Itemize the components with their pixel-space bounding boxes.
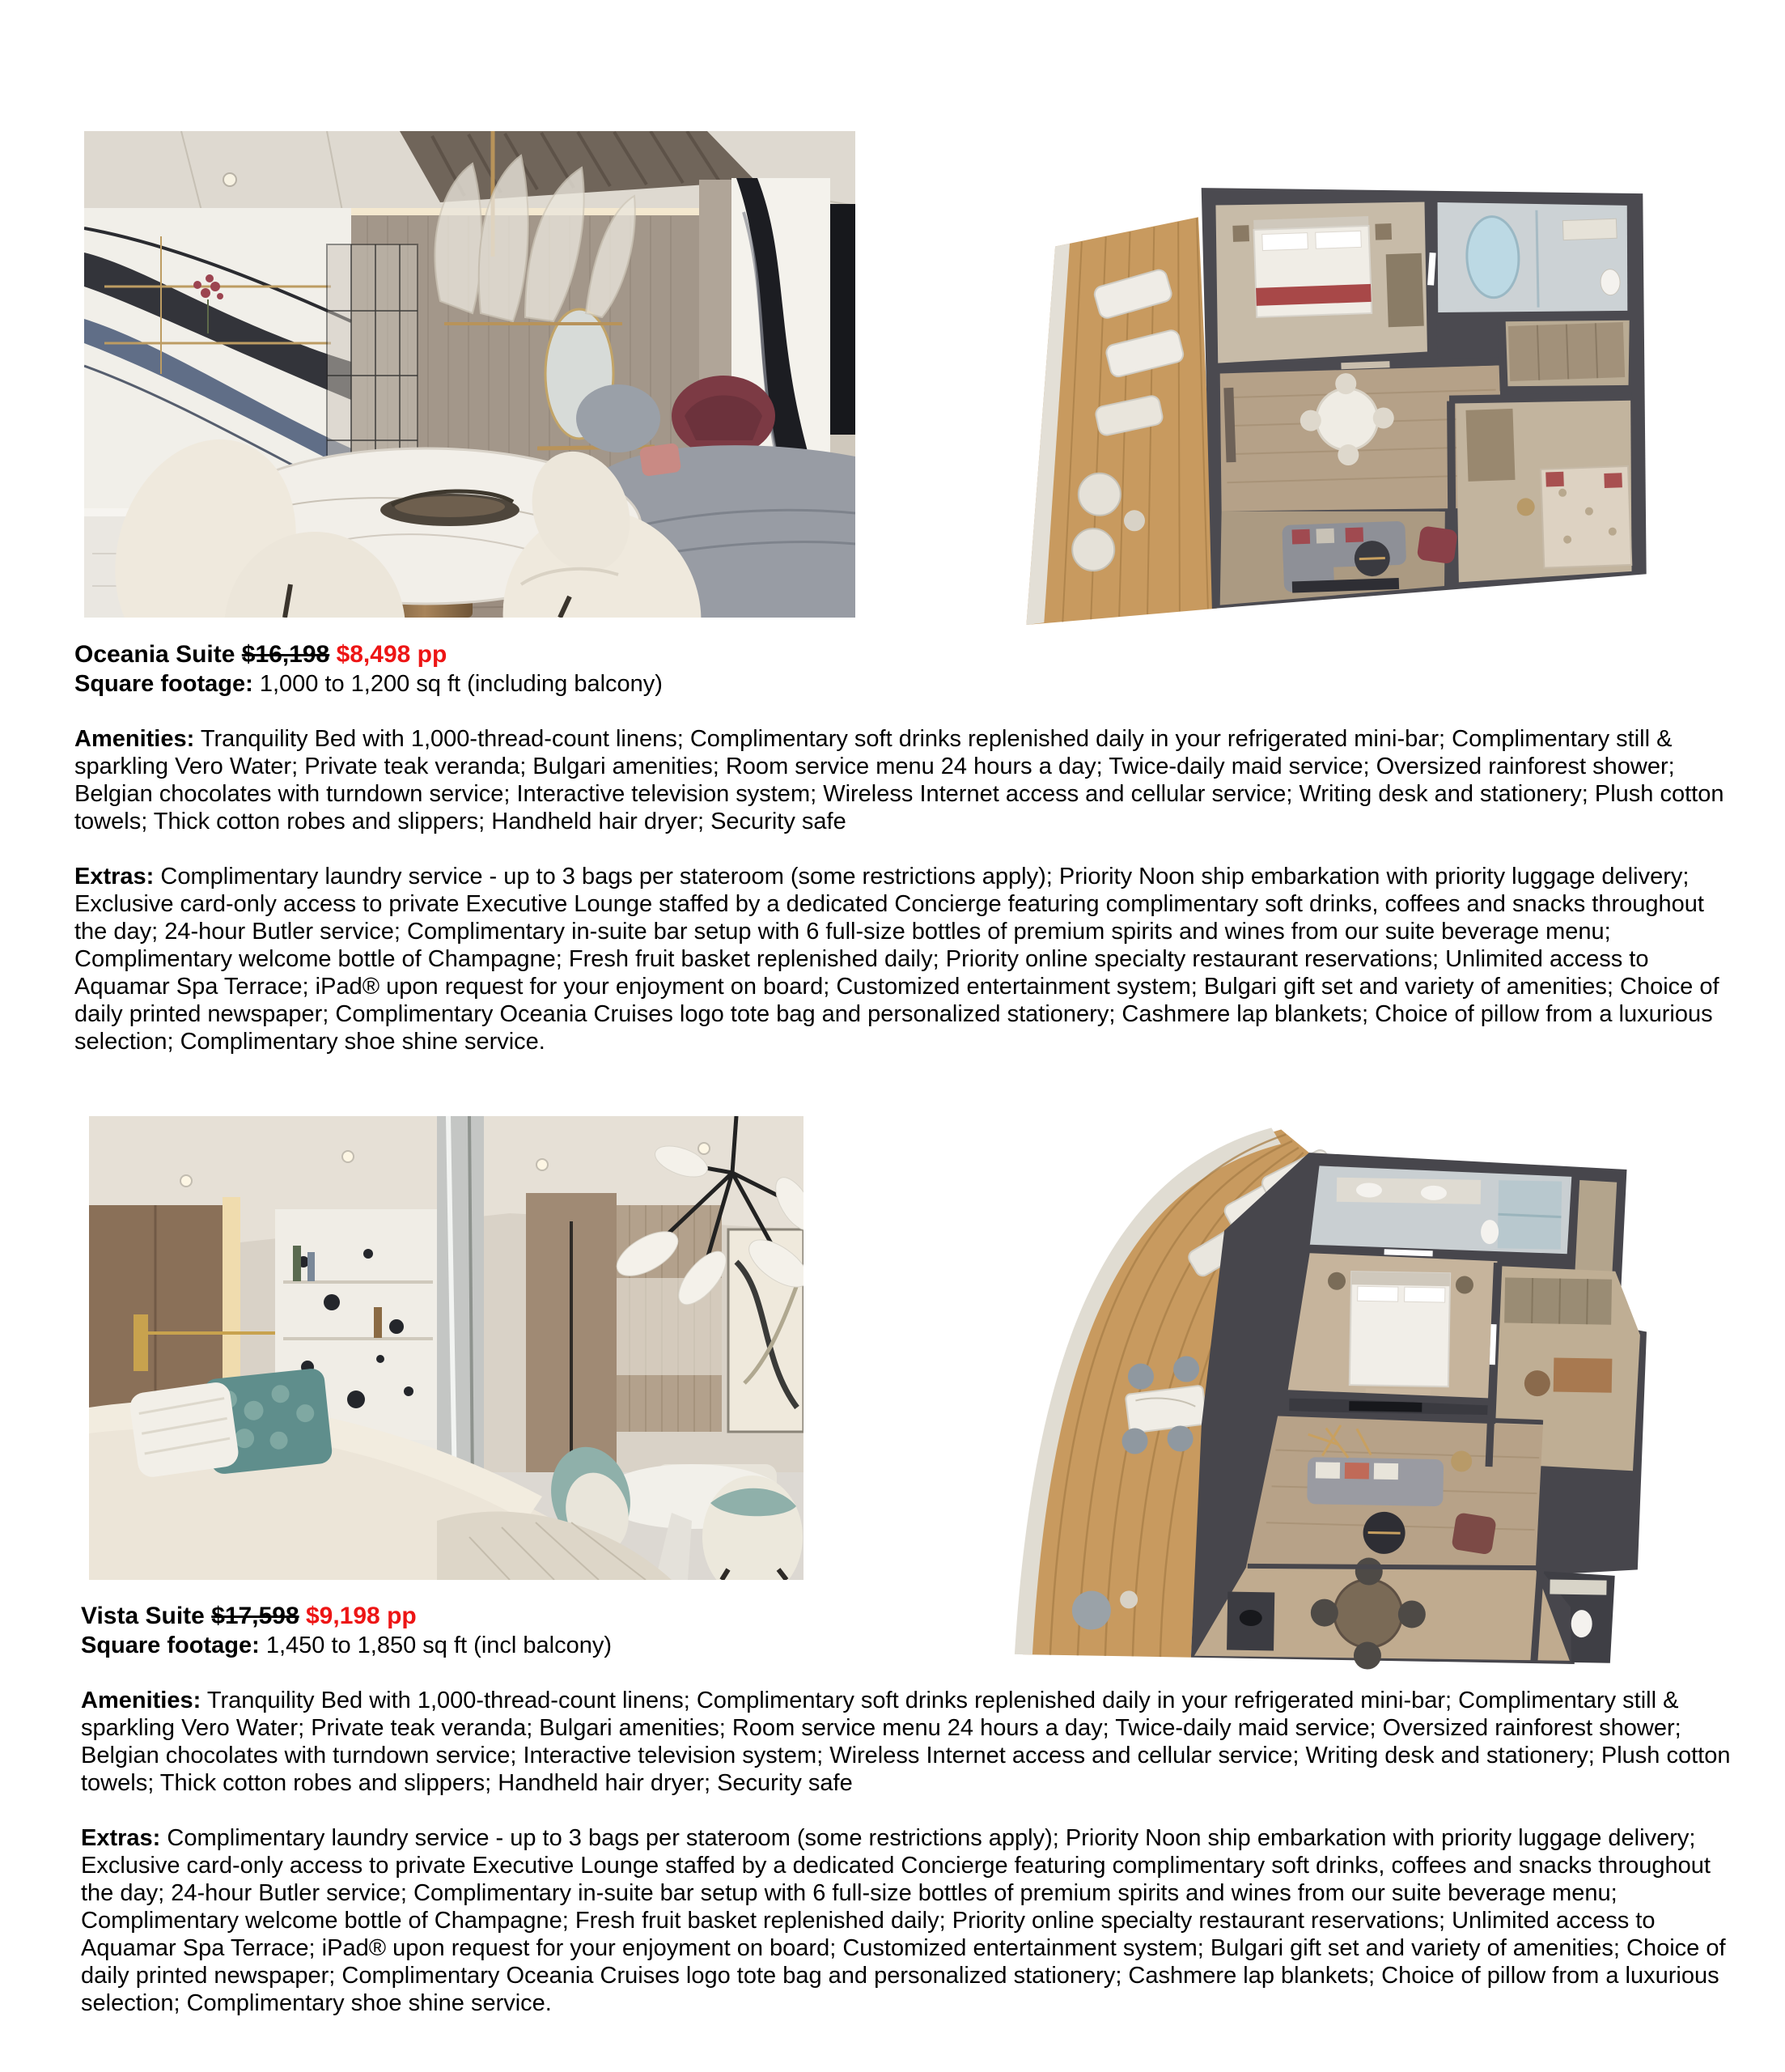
square-footage-value: 1,000 to 1,200 sq ft (including balcony) [259,671,663,697]
extras-text: Complimentary laundry service - up to 3 bags per stateroom (some restrictions apply); Priority Noon ship embarkation with priority luggage delivery; Exclusive card-only access to private Executive Lounge staffed by a dedicated Concierge featuring complimentary soft drinks, coffees and snacks throughout the day; 24-hour Butler service; Complimentary in-suite bar setup with 6 full-size bottles of premium spirits and wines from our suite beverage menu; Complimentary welcome bottle of Champagne; Fresh fruit basket replenished daily; Priority online specialty restaurant reservations; Unlimited access to Aquamar Spa Terrace; iPad® upon request for your enjoyment on board; Customized entertainment system; Bulgari gift set and variety of amenities; Choice of daily printed newspaper; Complimentary Oceania Cruises logo tote bag and personalized stationery; Cashmere lap blankets; Choice of pillow from a luxurious selection; Complimentary shoe shine service. [81,1825,1726,2016]
suite-title-line [81,1601,1735,1632]
oceania-suite-text-block [74,639,1735,1055]
amenities-paragraph [74,725,1735,835]
extras-text: Complimentary laundry service - up to 3 bags per stateroom (some restrictions apply); Priority Noon ship embarkation with priority luggage delivery; Exclusive card-only access to private Executive Lounge staffed by a dedicated Concierge featuring complimentary soft drinks, coffees and snacks throughout the day; 24-hour Butler service; Complimentary in-suite bar setup with 6 full-size bottles of premium spirits and wines from our suite beverage menu; Complimentary welcome bottle of Champagne; Fresh fruit basket replenished daily; Priority online specialty restaurant reservations; Unlimited access to Aquamar Spa Terrace; iPad® upon request for your enjoyment on board; Customized entertainment system; Bulgari gift set and variety of amenities; Choice of daily printed newspaper; Complimentary Oceania Cruises logo tote bag and personalized stationery; Cashmere lap blankets; Choice of pillow from a luxurious selection; Complimentary shoe shine service. [74,864,1719,1055]
oceania-suite-photo [84,131,855,618]
extras-paragraph [81,1824,1735,2017]
vista-suite-floorplan-illustration [929,1078,1671,1671]
oceania-suite-floorplan [937,128,1669,631]
extras-label: Extras: [81,1825,161,1851]
square-footage-line [74,670,1735,698]
amenities-label: Amenities: [81,1688,201,1713]
vista-suite-text-block [81,1601,1735,2017]
amenities-text: Tranquility Bed with 1,000-thread-count linens; Complimentary soft drinks replenished daily in your refrigerated mini-bar; Complimentary still & sparkling Vero Water; Private teak veranda; Bulgari amenities; Room service menu 24 hours a day; Twice-daily maid service; Oversized rainforest shower; Belgian chocolates with turndown service; Interactive television system; Wireless Internet access and cellular service; Writing desk and stationery; Plush cotton towels; Thick cotton robes and slippers; Handheld hair dryer; Security safe [74,726,1724,834]
suite-name: Oceania Suite [74,641,235,668]
oceania-suite-photo-illustration [84,131,855,618]
suite-title-line [74,639,1735,670]
extras-paragraph [74,863,1735,1055]
price-original: $17,598 [211,1603,299,1629]
oceania-suite-floorplan-illustration [937,128,1669,631]
square-footage-label: Square footage: [81,1633,260,1658]
price-current: $8,498 pp [336,641,447,668]
amenities-label: Amenities: [74,726,195,752]
vista-suite-floorplan [929,1078,1671,1671]
suite-name: Vista Suite [81,1603,205,1629]
vista-suite-photo [89,1116,803,1580]
vista-suite-photo-illustration [89,1116,803,1580]
amenities-paragraph [81,1687,1735,1797]
amenities-text: Tranquility Bed with 1,000-thread-count linens; Complimentary soft drinks replenished daily in your refrigerated mini-bar; Complimentary still & sparkling Vero Water; Private teak veranda; Bulgari amenities; Room service menu 24 hours a day; Twice-daily maid service; Oversized rainforest shower; Belgian chocolates with turndown service; Interactive television system; Wireless Internet access and cellular service; Writing desk and stationery; Plush cotton towels; Thick cotton robes and slippers; Handheld hair dryer; Security safe [81,1688,1731,1796]
price-current: $9,198 pp [305,1603,417,1629]
extras-label: Extras: [74,864,155,890]
square-footage-line [81,1632,1735,1659]
square-footage-value: 1,450 to 1,850 sq ft (incl balcony) [265,1633,613,1658]
price-original: $16,198 [241,641,330,668]
square-footage-label: Square footage: [74,671,253,697]
